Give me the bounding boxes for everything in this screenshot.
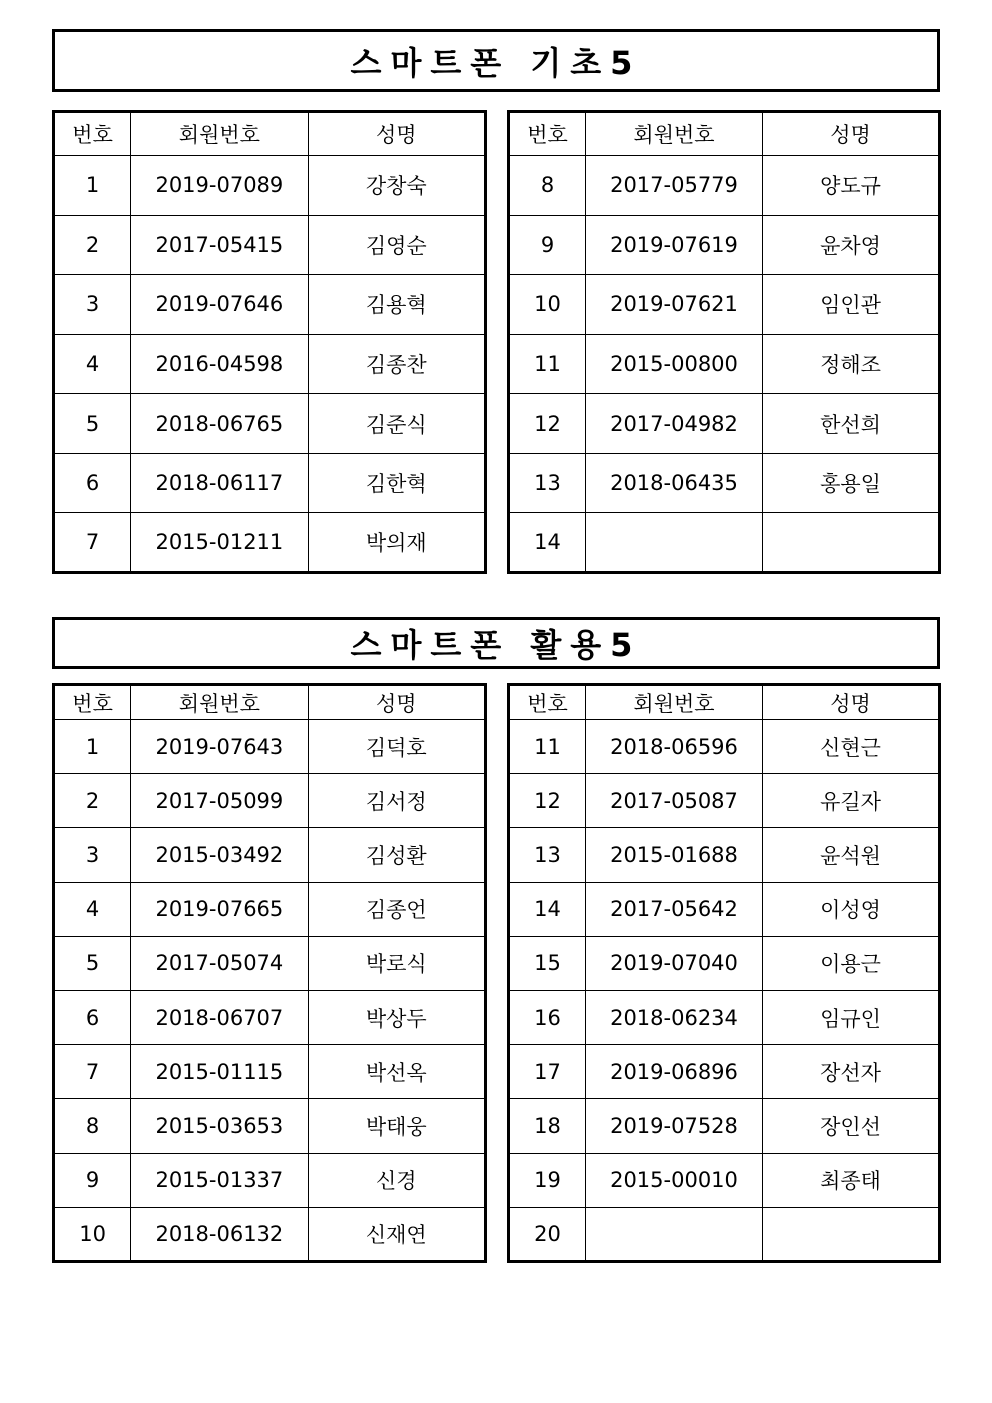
number-cell: 5 [54,394,131,454]
number-cell: 13 [509,828,586,882]
number-cell: 5 [54,936,131,990]
member-id-cell [586,1207,763,1261]
table-row [509,828,940,882]
table-row [54,1099,486,1153]
name-cell: 박로식 [308,936,485,990]
member-id-cell: 2018-06234 [586,991,763,1045]
number-cell: 8 [54,1099,131,1153]
header-member-id: 회원번호 [131,112,308,156]
name-cell: 김준식 [308,394,485,454]
number-cell: 10 [509,275,586,335]
number-cell: 6 [54,991,131,1045]
member-id-cell: 2017-05779 [586,156,763,216]
table-row [509,936,940,990]
member-id-cell: 2015-00010 [586,1153,763,1207]
member-id-cell: 2018-06435 [586,453,763,513]
member-id-cell: 2018-06765 [131,394,308,454]
number-cell: 4 [54,334,131,394]
table-row [509,882,940,936]
header-number: 번호 [54,112,131,156]
number-cell: 14 [509,513,586,573]
table-row [54,1207,486,1261]
header-number: 번호 [509,112,586,156]
number-cell: 9 [54,1153,131,1207]
roster-table-advanced-right [507,683,941,1263]
section-title-basic: 스마트폰 기초5 [52,29,940,92]
table-row [509,991,940,1045]
name-cell: 김성환 [308,828,485,882]
header-number: 번호 [509,685,586,720]
number-cell: 14 [509,882,586,936]
number-cell: 11 [509,720,586,774]
number-cell: 6 [54,453,131,513]
name-cell: 김용혁 [308,275,485,335]
header-name: 성명 [763,112,940,156]
name-cell: 유길자 [763,774,940,828]
name-cell: 김종찬 [308,334,485,394]
table-row [54,936,486,990]
name-cell: 장인선 [763,1099,940,1153]
number-cell: 15 [509,936,586,990]
number-cell: 2 [54,774,131,828]
name-cell: 양도규 [763,156,940,216]
number-cell: 1 [54,720,131,774]
number-cell: 3 [54,828,131,882]
name-cell: 최종태 [763,1153,940,1207]
member-id-cell: 2019-06896 [586,1045,763,1099]
table-row [54,156,486,216]
member-id-cell: 2016-04598 [131,334,308,394]
roster-table-basic-right [507,110,941,574]
name-cell: 강창숙 [308,156,485,216]
table-row [509,275,940,335]
number-cell: 7 [54,1045,131,1099]
member-id-cell: 2017-05099 [131,774,308,828]
table-header-row [54,112,486,156]
table-row [54,882,486,936]
name-cell: 김영순 [308,215,485,275]
roster-table-basic-left [52,110,487,574]
member-id-cell: 2018-06707 [131,991,308,1045]
member-id-cell: 2015-01211 [131,513,308,573]
table-row [509,156,940,216]
name-cell [763,1207,940,1261]
table-header-row [509,112,940,156]
member-id-cell: 2017-05642 [586,882,763,936]
table-header-row [54,685,486,720]
number-cell: 13 [509,453,586,513]
name-cell: 김종언 [308,882,485,936]
table-row [509,720,940,774]
member-id-cell: 2015-01115 [131,1045,308,1099]
table-header-row [509,685,940,720]
number-cell: 20 [509,1207,586,1261]
member-id-cell: 2018-06117 [131,453,308,513]
member-id-cell: 2019-07528 [586,1099,763,1153]
table-row [509,1153,940,1207]
header-name: 성명 [763,685,940,720]
name-cell: 박선옥 [308,1045,485,1099]
name-cell: 신재연 [308,1207,485,1261]
table-row [54,1045,486,1099]
member-id-cell: 2015-01337 [131,1153,308,1207]
table-row [54,275,486,335]
number-cell: 4 [54,882,131,936]
table-row [54,720,486,774]
number-cell: 16 [509,991,586,1045]
member-id-cell: 2019-07646 [131,275,308,335]
member-id-cell: 2015-03653 [131,1099,308,1153]
table-row [509,394,940,454]
table-row [509,1099,940,1153]
number-cell: 10 [54,1207,131,1261]
number-cell: 12 [509,774,586,828]
member-id-cell: 2015-00800 [586,334,763,394]
number-cell: 18 [509,1099,586,1153]
member-id-cell [586,513,763,573]
header-name: 성명 [308,112,485,156]
member-id-cell: 2017-05074 [131,936,308,990]
name-cell: 박태웅 [308,1099,485,1153]
name-cell: 장선자 [763,1045,940,1099]
name-cell: 신현근 [763,720,940,774]
header-number: 번호 [54,685,131,720]
member-id-cell: 2018-06132 [131,1207,308,1261]
name-cell: 임규인 [763,991,940,1045]
name-cell: 김한혁 [308,453,485,513]
name-cell: 정해조 [763,334,940,394]
number-cell: 7 [54,513,131,573]
name-cell: 박상두 [308,991,485,1045]
name-cell: 김서정 [308,774,485,828]
table-row [54,991,486,1045]
section-title-advanced: 스마트폰 활용5 [52,617,940,669]
member-id-cell: 2019-07643 [131,720,308,774]
name-cell [763,513,940,573]
member-id-cell: 2019-07665 [131,882,308,936]
number-cell: 11 [509,334,586,394]
name-cell: 한선희 [763,394,940,454]
table-row [54,1153,486,1207]
table-row [54,453,486,513]
member-id-cell: 2015-03492 [131,828,308,882]
member-id-cell: 2017-05415 [131,215,308,275]
table-row [509,774,940,828]
roster-table-advanced-left [52,683,487,1263]
table-row [54,774,486,828]
header-member-id: 회원번호 [131,685,308,720]
table-row [509,453,940,513]
header-member-id: 회원번호 [586,685,763,720]
member-id-cell: 2018-06596 [586,720,763,774]
header-name: 성명 [308,685,485,720]
member-id-cell: 2019-07040 [586,936,763,990]
member-id-cell: 2017-05087 [586,774,763,828]
table-row [509,215,940,275]
number-cell: 2 [54,215,131,275]
name-cell: 이성영 [763,882,940,936]
name-cell: 박의재 [308,513,485,573]
name-cell: 홍용일 [763,453,940,513]
member-id-cell: 2019-07619 [586,215,763,275]
name-cell: 신경 [308,1153,485,1207]
member-id-cell: 2019-07089 [131,156,308,216]
table-row [509,334,940,394]
table-row [509,1207,940,1261]
number-cell: 8 [509,156,586,216]
name-cell: 윤석원 [763,828,940,882]
table-row [54,513,486,573]
table-row [54,215,486,275]
number-cell: 12 [509,394,586,454]
number-cell: 19 [509,1153,586,1207]
header-member-id: 회원번호 [586,112,763,156]
number-cell: 9 [509,215,586,275]
table-row [54,334,486,394]
number-cell: 17 [509,1045,586,1099]
member-id-cell: 2015-01688 [586,828,763,882]
table-row [54,394,486,454]
table-row [509,513,940,573]
number-cell: 3 [54,275,131,335]
table-row [54,828,486,882]
name-cell: 윤차영 [763,215,940,275]
member-id-cell: 2017-04982 [586,394,763,454]
name-cell: 이용근 [763,936,940,990]
name-cell: 임인관 [763,275,940,335]
name-cell: 김덕호 [308,720,485,774]
number-cell: 1 [54,156,131,216]
table-row [509,1045,940,1099]
member-id-cell: 2019-07621 [586,275,763,335]
